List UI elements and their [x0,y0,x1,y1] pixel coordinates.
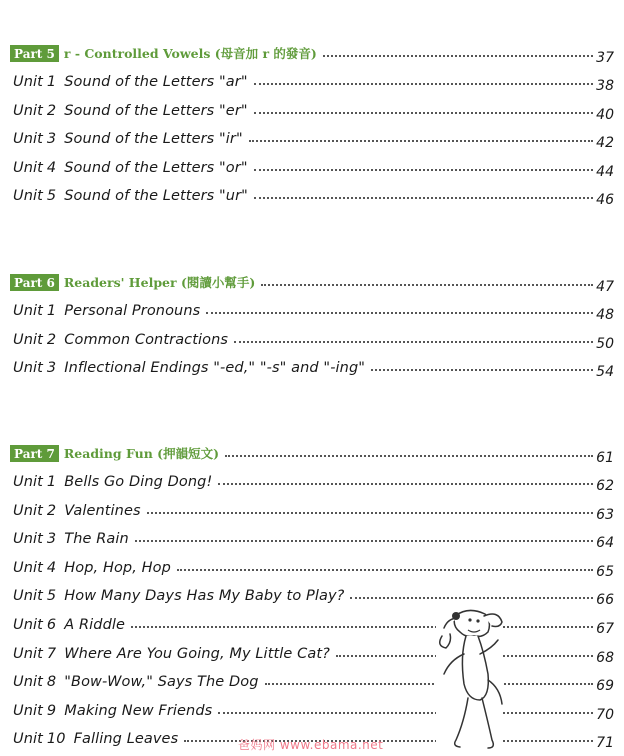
toc-part-row[interactable] [10,40,614,66]
unit-number: 3 [46,131,57,147]
unit-title: The Rain [64,531,129,547]
toc-unit-row[interactable] [13,497,614,523]
unit-label [13,160,248,176]
dot-leader [254,83,594,85]
unit-number: 5 [46,188,57,204]
page-number: 37 [596,50,614,66]
unit-word: Unit [13,360,43,376]
dot-leader [225,455,593,457]
part-heading [10,444,219,462]
unit-word: Unit [13,560,43,576]
unit-word: Unit [13,674,43,690]
unit-title: Sound of the Letters "ir" [64,131,243,147]
unit-title: Hop, Hop, Hop [64,560,171,576]
toc-unit-row[interactable] [13,182,614,208]
unit-title: A Riddle [64,617,126,633]
unit-word: Unit [13,131,43,147]
toc-unit-row[interactable] [13,125,614,151]
unit-number: 7 [46,646,57,662]
unit-title: Sound of the Letters "er" [64,103,248,119]
unit-number: 2 [46,332,57,348]
unit-word: Unit [13,188,43,204]
unit-word: Unit [13,474,43,490]
unit-label [13,646,330,662]
unit-word: Unit [13,74,43,90]
toc-part-row[interactable] [10,440,614,466]
toc-unit-row[interactable] [13,468,614,494]
toc-unit-row[interactable] [13,640,614,666]
unit-word: Unit [13,703,43,719]
unit-label [13,303,200,319]
unit-number: 4 [46,160,57,176]
unit-title: Bells Go Ding Dong! [64,474,213,490]
unit-label [13,617,125,633]
dot-leader [131,626,593,628]
page-number: 70 [596,707,614,723]
unit-number: 2 [46,103,57,119]
page-number: 61 [596,450,614,466]
unit-number: 5 [46,588,57,604]
toc-unit-row[interactable] [13,297,614,323]
unit-number: 2 [46,503,57,519]
unit-title: Valentines [64,503,141,519]
dot-leader [265,683,594,685]
part-title: Readers' Helper (閱讀小幫手) [63,275,256,290]
dot-leader [254,112,594,114]
page-number: 69 [596,678,614,694]
unit-title: How Many Days Has My Baby to Play? [64,588,345,604]
dot-leader [218,712,593,714]
page-number: 48 [596,307,614,323]
unit-number: 8 [46,674,57,690]
page-number: 71 [596,735,614,751]
part-badge: Part 5 [10,45,59,62]
dot-leader [206,312,593,314]
unit-number: 3 [46,531,57,547]
unit-word: Unit [13,731,43,747]
unit-label [13,731,178,747]
unit-title: "Bow-Wow," Says The Dog [64,674,259,690]
unit-number: 9 [46,703,57,719]
page-number: 46 [596,192,614,208]
unit-number: 1 [46,74,57,90]
unit-title: Common Contractions [64,332,229,348]
toc-unit-row[interactable] [13,697,614,723]
unit-title: Sound of the Letters "ar" [64,74,248,90]
unit-word: Unit [13,332,43,348]
unit-word: Unit [13,503,43,519]
unit-label [13,188,248,204]
unit-title: Personal Pronouns [64,303,201,319]
part-badge: Part 6 [10,274,59,291]
part-heading [10,273,255,291]
dot-leader [234,341,593,343]
toc-unit-row[interactable] [13,68,614,94]
toc-unit-row[interactable] [13,326,614,352]
toc-unit-row[interactable] [13,97,614,123]
page-number: 38 [596,78,614,94]
page-number: 47 [596,279,614,295]
dot-leader [371,369,593,371]
unit-word: Unit [13,303,43,319]
toc-part-row[interactable] [10,269,614,295]
unit-number: 3 [46,360,57,376]
unit-word: Unit [13,617,43,633]
toc-unit-row[interactable] [13,354,614,380]
page-number: 44 [596,164,614,180]
unit-label [13,674,259,690]
page-number: 62 [596,478,614,494]
unit-title: Falling Leaves [73,731,179,747]
dot-leader [254,169,594,171]
page-number: 64 [596,535,614,551]
page-number: 50 [596,336,614,352]
page-number: 67 [596,621,614,637]
page-number: 66 [596,592,614,608]
unit-title: Sound of the Letters "or" [64,160,248,176]
unit-title: Sound of the Letters "ur" [64,188,248,204]
dot-leader [177,569,593,571]
toc-unit-row[interactable] [13,525,614,551]
part-title: Reading Fun (押韻短文) [63,446,219,461]
dot-leader [350,597,593,599]
unit-number: 4 [46,560,57,576]
unit-label [13,531,129,547]
unit-number: 10 [46,731,66,747]
dancing-dog-icon [430,604,510,754]
toc-unit-row[interactable] [13,554,614,580]
unit-word: Unit [13,160,43,176]
page-number: 42 [596,135,614,151]
unit-title: Inflectional Endings "-ed," "-s" and "-ing" [64,360,366,376]
part-heading [10,44,317,62]
page-number: 40 [596,107,614,123]
unit-number: 1 [46,474,57,490]
toc-unit-row[interactable] [13,611,614,637]
page-number: 65 [596,564,614,580]
dot-leader [254,197,593,199]
unit-title: Where Are You Going, My Little Cat? [64,646,330,662]
part-badge: Part 7 [10,445,59,462]
footer-watermark: 爸妈网 www.ebama.net [238,738,384,752]
unit-label [13,332,228,348]
unit-label [13,703,212,719]
unit-label [13,503,141,519]
dot-leader [323,55,593,57]
unit-word: Unit [13,588,43,604]
page-number: 68 [596,650,614,666]
toc-unit-row[interactable] [13,668,614,694]
unit-label [13,474,212,490]
dot-leader [261,284,593,286]
unit-label [13,103,248,119]
unit-word: Unit [13,531,43,547]
toc-unit-row[interactable] [13,154,614,180]
unit-number: 6 [46,617,57,633]
page-number: 63 [596,507,614,523]
unit-number: 1 [46,303,57,319]
part-title: r - Controlled Vowels (母音加 r 的發音) [63,46,317,61]
dot-leader [249,140,593,142]
unit-label [13,360,365,376]
dot-leader [135,540,593,542]
unit-title: Making New Friends [64,703,213,719]
toc-unit-row[interactable] [13,582,614,608]
unit-word: Unit [13,103,43,119]
page-number: 54 [596,364,614,380]
unit-label [13,74,248,90]
unit-label [13,560,171,576]
dot-leader [218,483,593,485]
unit-word: Unit [13,646,43,662]
dot-leader [147,512,594,514]
unit-label [13,588,344,604]
unit-label [13,131,243,147]
